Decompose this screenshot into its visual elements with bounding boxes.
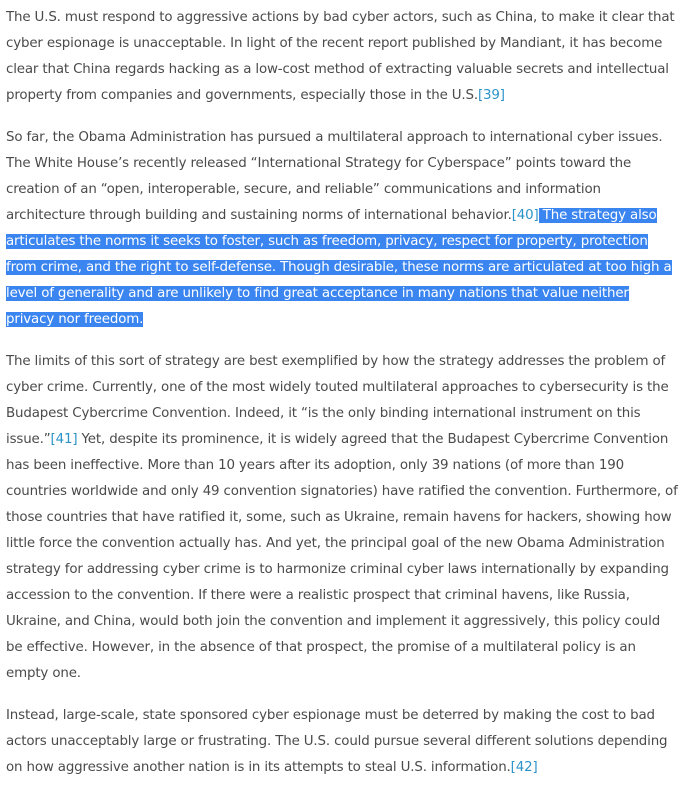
paragraph-2: [6, 125, 679, 333]
paragraph-2-text: So far, the Obama Administration has pursued a multilateral approach to international cyber issues. The White House’s recently released “International Strategy for Cyberspace” points toward the creation of an “open, interoperable, secure, and reliable” communications and information architecture through building and sustaining norms of international behavior.: [6, 130, 663, 223]
footnote-link-39[interactable]: [39]: [477, 88, 505, 103]
paragraph-3-text: The limits of this sort of strategy are best exemplified by how the strategy addresses the problem of cyber crime. Currently, one of the most widely touted multilateral approaches to cybersecurity is the Budapest Cybercrime Convention. Indeed, it “is the only binding international instrument on this issue.”: [6, 354, 669, 447]
footnote-link-41[interactable]: [41]: [50, 432, 78, 447]
footnote-link-42[interactable]: [42]: [510, 760, 538, 775]
selected-text-highlight[interactable]: The strategy also articulates the norms it seeks to foster, such as freedom, privacy, respect for property, protection from crime, and the right to self-defense. Though desirable, these norms are articulated at too high a level of generality and are unlikely to find great acceptance in many nations that value neither privacy nor freedom.: [6, 208, 672, 327]
paragraph-4-text: Instead, large-scale, state sponsored cyber espionage must be deterred by making the cost to bad actors unacceptably large or frustrating. The U.S. could pursue several different solutions depending on how aggressive another nation is in its attempts to steal U.S. information.: [6, 708, 668, 775]
paragraph-4: [6, 703, 679, 781]
paragraph-3: [6, 349, 679, 687]
paragraph-1-text: The U.S. must respond to aggressive actions by bad cyber actors, such as China, to make it clear that cyber espionage is unacceptable. In light of the recent report published by Mandiant, it has become clear that China regards hacking as a low-cost method of extracting valuable secrets and intellectual property from companies and governments, especially those in the U.S.: [6, 10, 675, 103]
footnote-link-40[interactable]: [40]: [511, 208, 539, 223]
paragraph-1: [6, 5, 679, 109]
paragraph-3-text-continued: Yet, despite its prominence, it is widely agreed that the Budapest Cybercrime Convention has been ineffective. More than 10 years after its adoption, only 39 nations (of more than 190 countries worldwide and only 49 convention signatories) have ratified the convention. Furthermore, of those countries that have ratified it, some, such as Ukraine, remain havens for hackers, showing how little force the convention actually has. And yet, the principal goal of the new Obama Administration strategy for addressing cyber crime is to harmonize criminal cyber laws internationally by expanding accession to the convention. If there were a realistic prospect that criminal havens, like Russia, Ukraine, and China, would both join the convention and implement it aggressively, this policy could be effective. However, in the absence of that prospect, the promise of a multilateral policy is an empty one.: [6, 432, 678, 681]
